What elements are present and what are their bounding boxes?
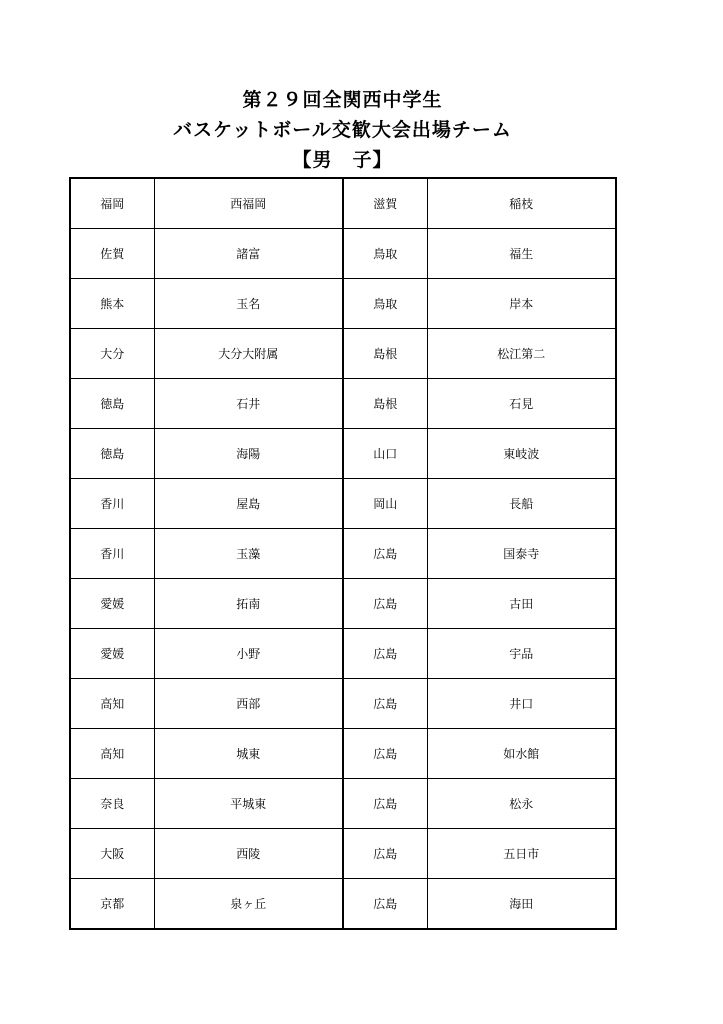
prefecture-cell: 徳島 [70, 379, 154, 429]
table-row [70, 479, 616, 529]
table-row [70, 829, 616, 879]
school-cell: 諸富 [154, 229, 343, 279]
prefecture-cell: 広島 [343, 629, 427, 679]
prefecture-cell: 広島 [343, 579, 427, 629]
school-cell: 国泰寺 [427, 529, 616, 579]
prefecture-cell: 香川 [70, 479, 154, 529]
school-cell: 福生 [427, 229, 616, 279]
prefecture-cell: 広島 [343, 679, 427, 729]
school-cell: 拓南 [154, 579, 343, 629]
school-cell: 五日市 [427, 829, 616, 879]
prefecture-cell: 愛媛 [70, 629, 154, 679]
school-cell: 長船 [427, 479, 616, 529]
table-row [70, 579, 616, 629]
prefecture-cell: 鳥取 [343, 279, 427, 329]
prefecture-cell: 岡山 [343, 479, 427, 529]
table-row [70, 529, 616, 579]
prefecture-cell: 広島 [343, 829, 427, 879]
school-cell: 大分大附属 [154, 329, 343, 379]
school-cell: 玉藻 [154, 529, 343, 579]
team-roster-body [70, 178, 616, 929]
prefecture-cell: 熊本 [70, 279, 154, 329]
table-row [70, 379, 616, 429]
team-roster-table [69, 177, 617, 930]
school-cell: 玉名 [154, 279, 343, 329]
document-title-line-2: バスケットボール交歓大会出場チーム [173, 119, 512, 141]
school-cell: 西福岡 [154, 178, 343, 229]
prefecture-cell: 山口 [343, 429, 427, 479]
table-row [70, 279, 616, 329]
school-cell: 海田 [427, 879, 616, 930]
school-cell: 小野 [154, 629, 343, 679]
school-cell: 城東 [154, 729, 343, 779]
prefecture-cell: 滋賀 [343, 178, 427, 229]
school-cell: 井口 [427, 679, 616, 729]
prefecture-cell: 大分 [70, 329, 154, 379]
prefecture-cell: 広島 [343, 879, 427, 930]
school-cell: 西陵 [154, 829, 343, 879]
prefecture-cell: 高知 [70, 729, 154, 779]
school-cell: 平城東 [154, 779, 343, 829]
table-row [70, 779, 616, 829]
prefecture-cell: 広島 [343, 729, 427, 779]
school-cell: 石見 [427, 379, 616, 429]
school-cell: 東岐波 [427, 429, 616, 479]
prefecture-cell: 京都 [70, 879, 154, 930]
prefecture-cell: 福岡 [70, 178, 154, 229]
prefecture-cell: 広島 [343, 529, 427, 579]
document-title-line-1: 第２９回全関西中学生 [242, 89, 443, 111]
table-row [70, 879, 616, 930]
prefecture-cell: 高知 [70, 679, 154, 729]
school-cell: 屋島 [154, 479, 343, 529]
school-cell: 宇品 [427, 629, 616, 679]
prefecture-cell: 佐賀 [70, 229, 154, 279]
table-row [70, 629, 616, 679]
prefecture-cell: 香川 [70, 529, 154, 579]
school-cell: 石井 [154, 379, 343, 429]
prefecture-cell: 徳島 [70, 429, 154, 479]
prefecture-cell: 島根 [343, 379, 427, 429]
document-subtitle-division: 【男 子】 [292, 149, 393, 171]
school-cell: 稲枝 [427, 178, 616, 229]
school-cell: 古田 [427, 579, 616, 629]
table-row [70, 729, 616, 779]
table-row [70, 229, 616, 279]
school-cell: 岸本 [427, 279, 616, 329]
prefecture-cell: 島根 [343, 329, 427, 379]
school-cell: 松江第二 [427, 329, 616, 379]
prefecture-cell: 大阪 [70, 829, 154, 879]
prefecture-cell: 愛媛 [70, 579, 154, 629]
school-cell: 如水館 [427, 729, 616, 779]
school-cell: 海陽 [154, 429, 343, 479]
school-cell: 西部 [154, 679, 343, 729]
table-row [70, 679, 616, 729]
table-row [70, 429, 616, 479]
prefecture-cell: 広島 [343, 779, 427, 829]
table-row [70, 329, 616, 379]
prefecture-cell: 奈良 [70, 779, 154, 829]
table-row [70, 178, 616, 229]
school-cell: 松永 [427, 779, 616, 829]
school-cell: 泉ヶ丘 [154, 879, 343, 930]
prefecture-cell: 鳥取 [343, 229, 427, 279]
